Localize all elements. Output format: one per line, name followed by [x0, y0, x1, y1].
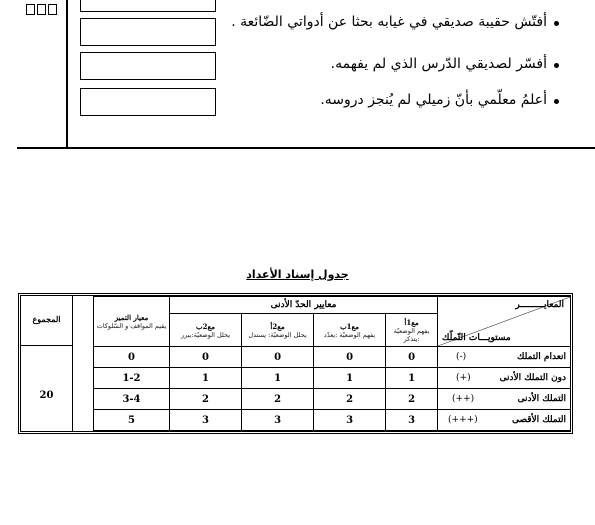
- cell-c4: 0: [170, 347, 242, 368]
- bullet-icon: [554, 21, 559, 26]
- level-symbol: (-): [456, 352, 467, 362]
- total-column: [21, 296, 73, 431]
- cell-c1: 1: [386, 368, 438, 389]
- cell-c3: 3: [242, 410, 314, 431]
- bullet-icon: [554, 63, 559, 68]
- cell-c1: 3: [386, 410, 438, 431]
- table-title: جدول إسناد الأعداد: [246, 268, 349, 281]
- answer-box-1[interactable]: [80, 0, 216, 12]
- table-row: [22, 368, 571, 389]
- answer-box-2[interactable]: [80, 18, 216, 46]
- levels-label: مستويـــات التّملّك: [442, 333, 511, 343]
- grading-table: [21, 296, 571, 431]
- level-label: [438, 410, 571, 431]
- level-name: انعدام التملك: [517, 352, 567, 362]
- excellence-header: [94, 297, 170, 347]
- criterion-1-code: مع1أ: [404, 317, 419, 327]
- bullet-item-3: [320, 92, 547, 108]
- level-name: التملك الأقصى: [511, 415, 567, 425]
- level-name: التملك الأدنى: [517, 394, 567, 404]
- criterion-3-header: [242, 314, 314, 347]
- level-symbol: (+): [456, 373, 471, 383]
- bullet-icon: [554, 99, 559, 104]
- cell-c2: 0: [314, 347, 386, 368]
- cell-excellence: 0: [94, 347, 170, 368]
- table-row: [22, 410, 571, 431]
- criterion-3-desc: يحلل الوضعيّة: يستدل: [248, 330, 307, 339]
- bullet-text: أعلمُ معلّمي بأنّ زميلي لم يُنجز دروسه.: [320, 92, 547, 108]
- criterion-3-code: مع2أ: [270, 321, 285, 331]
- min-criteria-header: معايير الحدّ الأدنى: [170, 297, 438, 314]
- cell-excellence: 1-2: [94, 368, 170, 389]
- cell-c2: 3: [314, 410, 386, 431]
- cell-c1: 2: [386, 389, 438, 410]
- bullet-item-2: [331, 56, 547, 72]
- cell-c3: 0: [242, 347, 314, 368]
- grading-table-frame: [18, 293, 573, 434]
- checkbox-1[interactable]: [26, 4, 35, 15]
- criterion-4-code: مع2ب: [196, 321, 215, 331]
- level-label: [438, 368, 571, 389]
- level-label: [438, 347, 571, 368]
- cell-c1: 0: [386, 347, 438, 368]
- excellence-title: معيار التميز: [114, 313, 149, 322]
- vertical-divider: [66, 0, 68, 149]
- criterion-1-desc: يفهم الوضعيّة :يتذكر: [393, 326, 430, 343]
- total-header: المجموع: [21, 296, 72, 346]
- criterion-4-header: [170, 314, 242, 347]
- checkbox-3[interactable]: [48, 4, 57, 15]
- cell-c4: 2: [170, 389, 242, 410]
- cell-excellence: 3-4: [94, 389, 170, 410]
- criterion-2-code: مع1ب: [340, 321, 360, 331]
- excellence-desc: يقيم المواقف و السّلوكات: [96, 322, 167, 330]
- table-row: [22, 347, 571, 368]
- cell-c4: 3: [170, 410, 242, 431]
- bullet-text: أفتّش حقيبة صديقي في غيابه بحثا عن أدواتي الضّائعة .: [231, 14, 547, 30]
- cell-excellence: 5: [94, 410, 170, 431]
- criteria-label: المعايـــــــــر: [515, 300, 565, 310]
- total-value: 20: [39, 390, 54, 401]
- level-symbol: (+++): [448, 415, 478, 425]
- table-row: [22, 389, 571, 410]
- criteria-levels-header: [438, 297, 571, 347]
- horizontal-divider: [17, 147, 595, 149]
- criterion-2-header: [314, 314, 386, 347]
- criterion-1-header: [386, 314, 438, 347]
- criterion-2-desc: يفهم الوضعيّة :يعدّد: [323, 330, 376, 339]
- criterion-4-desc: يحلل الوضعيّة:يبرر: [180, 330, 231, 339]
- cell-c2: 1: [314, 368, 386, 389]
- bullet-text: أفسّر لصديقي الدّرس الذي لم يفهمه.: [330, 56, 547, 72]
- checkbox-2[interactable]: [37, 4, 46, 15]
- level-name: دون التملك الأدنى: [499, 373, 567, 383]
- cell-c3: 2: [242, 389, 314, 410]
- cell-c2: 2: [314, 389, 386, 410]
- cell-c4: 1: [170, 368, 242, 389]
- bullet-item-1: [231, 14, 547, 30]
- answer-box-3[interactable]: [80, 52, 216, 80]
- cell-c3: 1: [242, 368, 314, 389]
- level-label: [438, 389, 571, 410]
- answer-box-4[interactable]: [80, 88, 216, 116]
- level-symbol: (++): [452, 394, 475, 404]
